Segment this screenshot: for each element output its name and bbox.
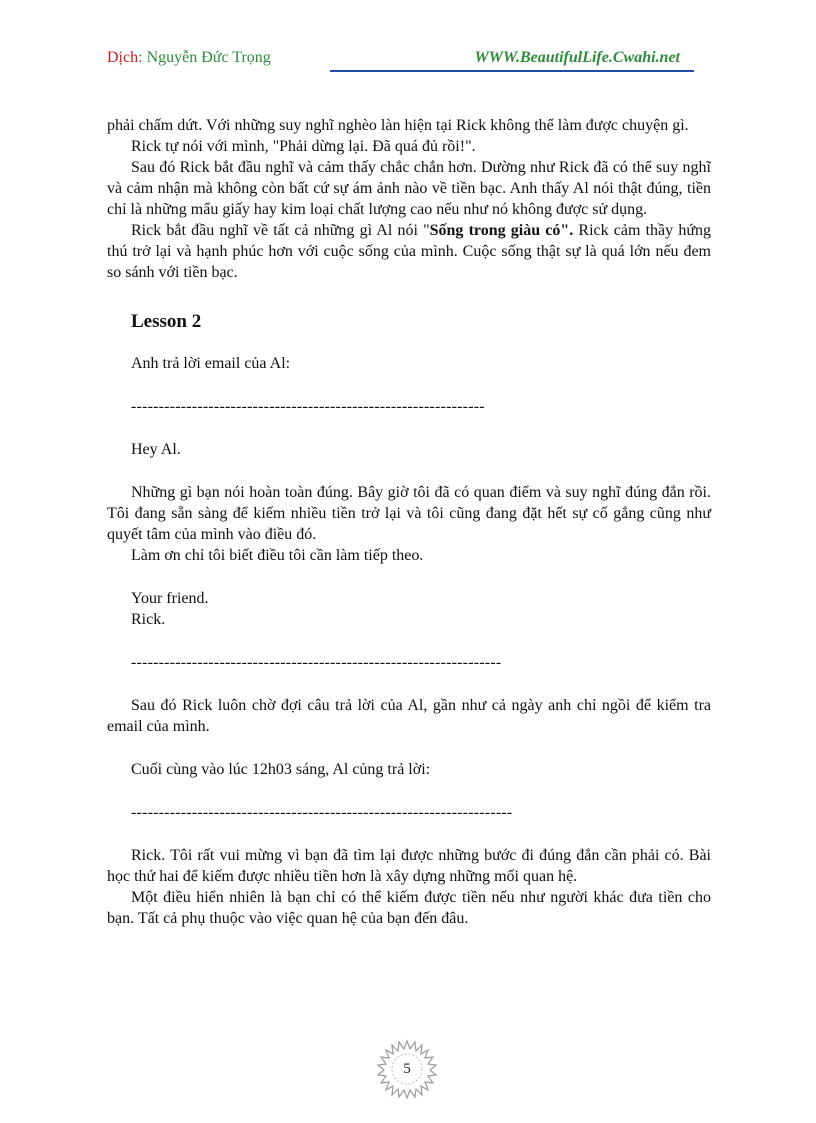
al-reply-2: Một điều hiển nhiên là bạn chỉ có thể kiếm được tiền nếu như người khác đưa tiền cho bạn. Tất cả phụ thuộc vào việc quan hệ của bạn đến đâu.	[107, 889, 711, 927]
lesson-title: Lesson 2	[131, 311, 202, 332]
email-intro: Anh trả lời email của Al:	[131, 355, 291, 372]
paragraph-1: phải chấm dứt. Với những suy nghĩ nghèo làn hiện tại Rick không thể làm được chuyện gì.	[107, 117, 689, 134]
paragraph-4-part-a: Rick bắt đầu nghĩ về tất cả những gì Al nói "	[131, 222, 430, 239]
paragraph-4	[107, 220, 711, 283]
email-greeting: Hey Al.	[131, 441, 181, 458]
email-body-2: Làm ơn chỉ tôi biết điều tôi cần làm tiếp theo.	[131, 547, 424, 564]
translator-credit: Dịch: Nguyễn Đức Trọng	[107, 49, 271, 66]
header-rule	[330, 70, 694, 72]
email-body-1: Những gì bạn nói hoàn toàn đúng. Bây giờ tôi đã có quan điểm và suy nghĩ đúng đắn rồi. Tôi đang sẵn sàng để kiếm nhiều tiền trở lại và tôi cũng đang đặt hết sự cố gắng cũng như quyết tâm của mình vào điều đó.	[107, 484, 711, 543]
separator-1: ----------------------------------------------------------------	[131, 398, 485, 415]
separator-3: ---------------------------------------------------------------------	[131, 804, 513, 821]
paragraph-4-part-b: Rick cảm thầy hứng thú trở lại và hạnh phúc hơn với cuộc sống của mình. Cuộc sống thật sự là quá lớn nếu đem so sánh với tiền bạc.	[107, 222, 711, 281]
page-number: 5	[403, 1061, 411, 1077]
separator-2: -------------------------------------------------------------------	[131, 654, 502, 671]
paragraph-3: Sau đó Rick bắt đầu nghĩ và cảm thấy chắc chắn hơn. Dường như Rick đã có thể suy nghĩ và cảm nhận mà không còn bất cứ sự ám ảnh nào về tiền bạc. Anh thấy Al nói thật đúng, tiền chỉ là những mẩu giấy hay kim loại chất lượng cao nếu như nó không được sử dụng.	[107, 159, 711, 218]
translator-label: Dịch	[107, 49, 139, 66]
page-header	[107, 49, 694, 73]
translator-name: Nguyễn Đức Trọng	[146, 49, 271, 66]
page-number-badge	[375, 1037, 439, 1101]
paragraph-4-emphasis: Sống trong giàu có".	[429, 222, 574, 239]
email-signature: Rick.	[131, 611, 166, 628]
after-paragraph-2: Cuối cùng vào lúc 12h03 sáng, Al củng trả lời:	[131, 761, 431, 778]
after-paragraph-1: Sau đó Rick luôn chờ đợi câu trả lời của Al, gần như cả ngày anh chỉ ngồi để kiểm tra email của mình.	[107, 697, 711, 735]
email-signoff: Your friend.	[131, 590, 209, 607]
page-body	[107, 115, 711, 929]
paragraph-2: Rick tự nói với mình, "Phải dừng lại. Đã quá đủ rồi!".	[131, 138, 476, 155]
al-reply-1: Rick. Tôi rất vui mừng vì bạn đã tìm lại được những bước đi đúng đắn cần phải có. Bài học thứ hai để kiếm được nhiều tiền hơn là xây dựng những mối quan hệ.	[107, 847, 711, 885]
website-link[interactable]: WWW.BeautifulLife.Cwahi.net	[474, 49, 680, 66]
